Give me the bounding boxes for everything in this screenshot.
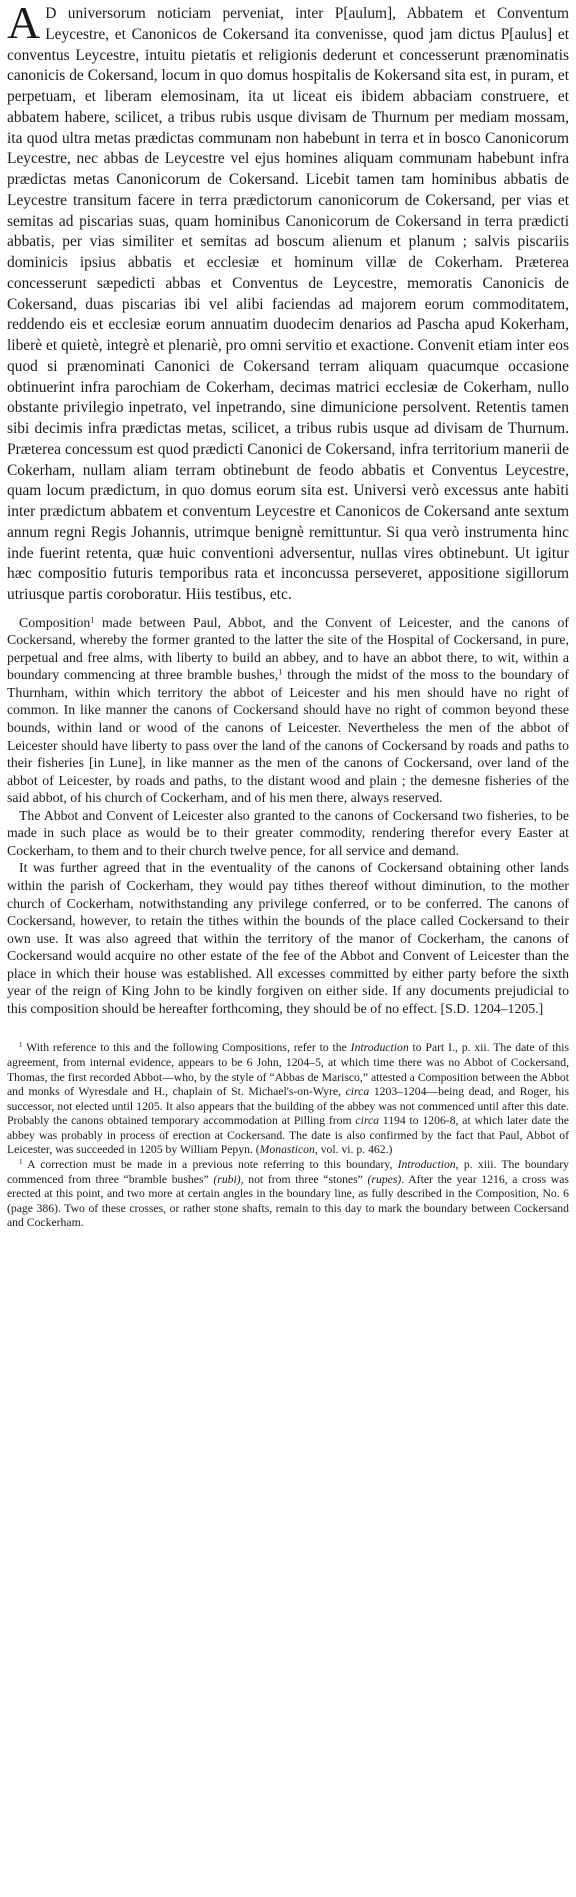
footnote-italic: circa (355, 1114, 379, 1128)
footnote-text: 1203–1204—being dead, and Roger, his successor, not elected until 1205. It also appears that the building of the abbey was not commenced until after this date. Probably the canons obtained temporary accommodation at Pilling from (7, 1085, 569, 1128)
english-paragraph-3 (7, 859, 569, 1017)
english-paragraph-1 (7, 614, 569, 807)
footnote-italic: (rubi) (213, 1172, 241, 1186)
footnote-1 (7, 1041, 569, 1158)
footnote-2 (7, 1158, 569, 1231)
footnote-text: A correction must be made in a previous note referring to this boundary, (22, 1158, 398, 1172)
document-page (7, 0, 570, 1231)
english-text: through the midst of the moss to the boundary of Thurnham, within which territory the abbot of Leicester and his men should have no right of common. In like manner the canons of Cockersand should have no right of common beyond these bounds, within land or wood of the canons of Leicester. Nevertheless the men of the abbot of Leicester should have liberty to pass over the land of the canons of Cockersand by roads and paths to their fisheries [in Lune], in like manner as the men of the canons of Cockersand, over land of the abbot of Leicester, by roads and paths, to the distant wood and plain ; the demesne fisheries of the said abbot, of his church of Cockerham, and of his men there, always reserved. (7, 667, 570, 806)
footnote-text: , p. xiii. The boundary commenced from three “bramble bushes” (7, 1158, 569, 1186)
footnote-text: to Part I., p. xii. The date of this agreement, from internal evidence, appears to be 6 John, 1204–5, at which time there was no Abbot of Cockersand, Thomas, the first recorded Abbot—who, by the style of “Abbas de Marisco,” attested a Composition between the Abbot and monks of Wyresdale and H., chaplain of St. Michael's-on-Wyre, (7, 1041, 569, 1099)
latin-composition (7, 0, 569, 606)
english-text: made between Paul, Abbot, and the Convent of Leicester, and the canons of Cockersand, whereby the former granted to the latter the site of the Hospital of Cockersand, in pure, perpetual and free alms, with liberty to build an abbey, and to have an abbot there, to wit, within a boundary commencing at three bramble bushes, (7, 614, 569, 683)
latin-text: D universorum noticiam perveniat, inter P[aulum], Abbatem et Conventum Leycestre, et Canonicos de Cokersand ita convenisse, quod jam dictus P[aulus] et conventus Leycestre, intuitu pietatis et religionis dederunt et concesserunt prænominatis canonicis de Cokersand, locum in quo domus hospitalis de Kokersand sita est, in puram, et perpetuam, et liberam elemosinam, ita ut liceat eis ibidem abbaciam construere, et abbatem habere, scilicet, a tribus rubis usque divisam de Thurnum per mediam mossam, ita quod ultra metas prædictas communam non habebunt in terra et in bosco Canonicorum Leycestre, nec abbas de Leycestre vel ejus homines aliquam communam habebunt infra prædictas metas Canonicorum de Cokersand. Licebit tamen tam hominibus abbatis de Leycestre transitum facere in terra prædictorum canonicorum de Cokersand, per vias et semitas ad piscarias suas, quam hominibus Canonicorum de Cokersand in terra prædicti abbatis, per vias similiter et semitas ad boscum alienum et planum ; salvis piscariis dominicis ipsius abbatis et ecclesiæ et hominum villæ de Cokerham. Præterea concesserunt sæpedicti abbas et Conventus de Leycestre, memoratis Canonicis de Cokersand, duas piscarias ibi vel alibi faciendas ad majorem eorum commoditatem, reddendo eis et ecclesiæ eorum annuatim duodecim denarios ad Pascha apud Kokerham, liberè et quietè, integrè et plenariè, pro omni servitio et exactione. Convenit etiam inter eos quod si prænominati Canonici de Cokersand terram aliquam quacumque occasione obtinuerint infra parochiam de Cokerham, decimas matrici ecclesiæ de Cokerham, nullo obstante privilegio inpetrato, vel inpetrando, sine dimunicione persolvent. Retentis tamen sibi decimis infra prædictas metas, scilicet, a tribus rubis usque ad divisam de Thurnum. Præterea concessum est quod prædicti Canonici de Cokersand, infra territorium manerii de Cokerham, nullam aliam terram obtinebunt de feodo abbatis et Conventus Leycestre, quam locum prædictum, in quo domus eorum sita est. Universi verò excessus ante habiti inter prædictum abbatem et conventum Leycestre et Canonicos de Cokersand ante sextum annum regni Regis Johannis, utrimque benignè remittuntur. Si qua verò instrumenta hinc inde fuerint retenta, quæ huic conventioni adversentur, nullas vires obtinebunt. Ut igitur hæc compositio futuris temporibus rata et inconcussa perseveret, appositione sigillorum utriusque partis coroboratur. Hiis testibus, etc. (7, 5, 569, 603)
english-translation (7, 614, 569, 1018)
footnote-text: , vol. vi. p. 462.) (314, 1143, 393, 1157)
footnote-ref: 1 (278, 667, 283, 677)
footnote-italic: Monasticon (259, 1143, 315, 1157)
footnote-italic: circa (345, 1085, 370, 1099)
english-text: It was further agreed that in the eventuality of the canons of Cockersand obtaining other lands within the parish of Cockerham, they would pay tithes thereof without diminution, to the mother church of Cockerham, notwithstanding any privilege conferred, or to be conferred. The canons of Cockersand, however, to retain the tithes within the bounds of the place called Cockersand to their own use. It was also agreed that within the territory of the manor of Cockerham, the canons of Cockersand would acquire no other estate of the fee of the Abbot and Convent of Leicester than the place in which their house was established. All excesses committed by either party before the sixth year of the reign of King John to be kindly forgiven on either side. If any documents prejudicial to this composition should be hereafter forthcoming, they should be of no effect. (7, 860, 569, 1016)
footnote-italic: Introduction (350, 1041, 409, 1055)
footnote-marker: 1 (19, 1041, 23, 1050)
date-bracket: [S.D. 1204–1205.] (440, 1000, 544, 1016)
english-paragraph-2: The Abbot and Convent of Leicester also granted to the canons of Cockersand two fisheries, to be made in such place as would be to their greater commodity, rendering therefor every Easter at Cockerham, to them and to their church twelve pence, for all service and demand. (7, 807, 569, 858)
footnote-ref: 1 (90, 615, 95, 625)
footnote-text: With reference to this and the following Compositions, refer to the (22, 1041, 351, 1055)
english-text: Composition (19, 614, 91, 630)
latin-paragraph (7, 0, 569, 606)
footnote-text: 1194 to 1206-8, at which later date the abbey was probably in process of erection at Cockersand. The date is also confirmed by the fact that Paul, Abbot of Leicester, was succeeded in 1205 by William Pepyn. ( (7, 1114, 569, 1157)
footnote-marker: 1 (19, 1158, 23, 1167)
drop-cap: A (7, 0, 41, 48)
footnotes (7, 1041, 569, 1231)
footnote-italic: Introduction (397, 1158, 456, 1172)
footnote-text: . After the year 1216, a cross was erected at this point, and two more at certain angles in the boundary line, as fully described in the Composition, No. 6 (page 386). Two of these crosses, or rather stone shafts, remain to this day to mark the boundary between Cockersand and Cockerham. (7, 1172, 569, 1230)
footnote-text: , not from three “stones” (240, 1172, 368, 1186)
footnote-italic: (rupes) (367, 1172, 402, 1186)
